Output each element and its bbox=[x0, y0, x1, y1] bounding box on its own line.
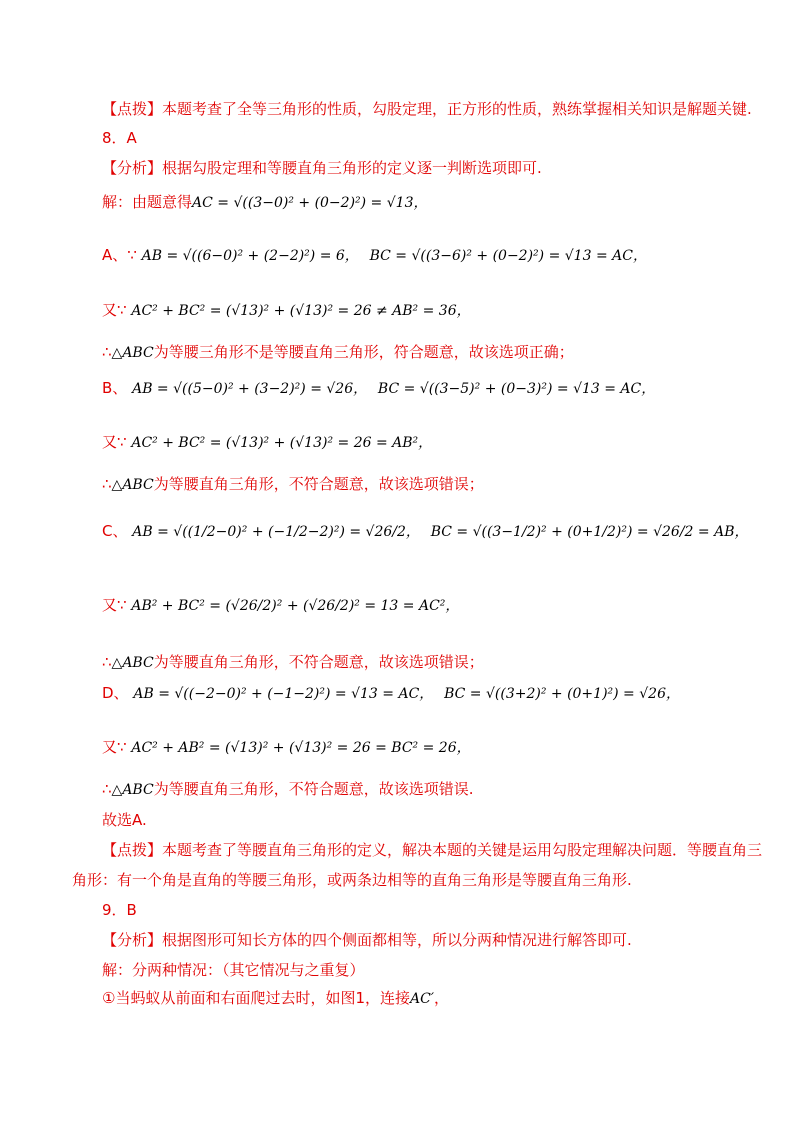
question-8-solution bbox=[102, 192, 427, 213]
option-d-label: D、 bbox=[102, 684, 129, 702]
remark-tag: 【点拨】 bbox=[102, 841, 163, 859]
option-a-conclusion bbox=[102, 342, 574, 363]
remark-paragraph-1 bbox=[102, 99, 752, 119]
therefore-symbol: ∴ bbox=[102, 343, 112, 361]
option-b-bc-equation: BC = √((3−5)² + (0−3)²) = √13 = AC， bbox=[377, 381, 656, 397]
option-b-therefore-label: 又∵ bbox=[102, 433, 127, 451]
option-a-line-2 bbox=[102, 300, 471, 321]
triangle-abc: △ABC bbox=[111, 655, 154, 671]
solution-prefix: 解：由题意得 bbox=[102, 193, 193, 211]
therefore-symbol: ∴ bbox=[102, 653, 112, 671]
option-b-line-2 bbox=[102, 432, 432, 453]
question-9-solution: 解：分两种情况：（其它情况与之重复） bbox=[102, 961, 365, 979]
remark-paragraph-2-line-1 bbox=[102, 840, 762, 860]
conclusion-text: 为等腰直角三角形，不符合题意，故该选项错误. bbox=[153, 780, 474, 798]
triangle-abc: △ABC bbox=[111, 477, 154, 493]
option-d-line-1 bbox=[102, 683, 680, 704]
remark-tag: 【点拨】 bbox=[102, 100, 163, 118]
option-c-pythagoras: AB² + BC² = (√26/2)² + (√26/2)² = 13 = AC²， bbox=[131, 598, 460, 614]
question-8-analysis bbox=[102, 158, 542, 178]
option-c-bc-equation: BC = √((3−1/2)² + (0+1/2)²) = √26/2 = AB， bbox=[430, 524, 749, 540]
option-c-therefore-label: 又∵ bbox=[102, 596, 127, 614]
option-c-conclusion bbox=[102, 652, 484, 673]
option-d-therefore-label: 又∵ bbox=[102, 738, 127, 756]
option-c-line-2 bbox=[102, 595, 459, 616]
option-a-pythagoras: AC² + BC² = (√13)² + (√13)² = 26 ≠ AB² = 36， bbox=[131, 303, 471, 319]
triangle-abc: △ABC bbox=[111, 782, 154, 798]
segment-ac-prime: AC′ bbox=[410, 991, 435, 1007]
case-1-end: ， bbox=[434, 989, 450, 1007]
option-b-line-1 bbox=[102, 378, 655, 399]
option-c-ab-equation: AB = √((1/2−0)² + (−1/2−2)²) = √26/2， bbox=[132, 524, 420, 540]
remark-paragraph-2-line-2: 角形：有一个角是直角的等腰三角形，或两条边相等的直角三角形是等腰直角三角形. bbox=[72, 871, 632, 889]
analysis-text: 根据勾股定理和等腰直角三角形的定义逐一判断选项即可. bbox=[162, 159, 542, 177]
ac-equation: AC = √((3−0)² + (0−2)²) = √13， bbox=[192, 195, 428, 211]
option-a-therefore-label: 又∵ bbox=[102, 301, 127, 319]
option-d-ab-equation: AB = √((−2−0)² + (−1−2)²) = √13 = AC， bbox=[133, 686, 434, 702]
case-1-text: ①当蚂蚁从前面和右面爬过去时，如图1，连接 bbox=[102, 989, 410, 1007]
option-d-pythagoras: AC² + AB² = (√13)² + (√13)² = 26 = BC² = 26， bbox=[131, 740, 471, 756]
question-8-answer: 8．A bbox=[102, 129, 137, 147]
question-9-answer: 9．B bbox=[102, 901, 137, 919]
option-b-conclusion bbox=[102, 474, 484, 495]
question-9-analysis bbox=[102, 930, 632, 950]
option-c-line-1 bbox=[102, 521, 748, 542]
question-8-choice: 故选A. bbox=[102, 811, 147, 829]
remark-text: 本题考查了等腰直角三角形的定义，解决本题的关键是运用勾股定理解决问题．等腰直角三 bbox=[162, 841, 763, 859]
option-b-label: B、 bbox=[102, 379, 128, 397]
conclusion-text: 为等腰三角形不是等腰直角三角形，符合题意，故该选项正确； bbox=[153, 343, 574, 361]
option-a-ab-equation: AB = √((6−0)² + (2−2)²) = 6， bbox=[141, 248, 359, 264]
option-b-ab-equation: AB = √((5−0)² + (3−2)²) = √26， bbox=[132, 381, 368, 397]
triangle-abc: △ABC bbox=[111, 345, 154, 361]
therefore-symbol: ∴ bbox=[102, 475, 112, 493]
conclusion-text: 为等腰直角三角形，不符合题意，故该选项错误； bbox=[153, 475, 484, 493]
option-a-line-1 bbox=[102, 245, 647, 266]
option-b-pythagoras: AC² + BC² = (√13)² + (√13)² = 26 = AB²， bbox=[131, 435, 433, 451]
remark-text: 本题考查了全等三角形的性质，勾股定理，正方形的性质，熟练掌握相关知识是解题关键. bbox=[162, 100, 752, 118]
option-d-conclusion bbox=[102, 779, 473, 800]
question-9-case-1 bbox=[102, 988, 449, 1009]
option-d-line-2 bbox=[102, 737, 471, 758]
analysis-tag: 【分析】 bbox=[102, 931, 163, 949]
therefore-symbol: ∴ bbox=[102, 780, 112, 798]
option-a-bc-equation: BC = √((3−6)² + (0−2)²) = √13 = AC， bbox=[369, 248, 647, 264]
conclusion-text: 为等腰直角三角形，不符合题意，故该选项错误； bbox=[153, 653, 484, 671]
option-a-label: A、∵ bbox=[102, 246, 137, 264]
option-d-bc-equation: BC = √((3+2)² + (0+1)²) = √26， bbox=[444, 686, 680, 702]
analysis-text: 根据图形可知长方体的四个侧面都相等，所以分两种情况进行解答即可. bbox=[162, 931, 632, 949]
analysis-tag: 【分析】 bbox=[102, 159, 163, 177]
option-c-label: C、 bbox=[102, 522, 128, 540]
